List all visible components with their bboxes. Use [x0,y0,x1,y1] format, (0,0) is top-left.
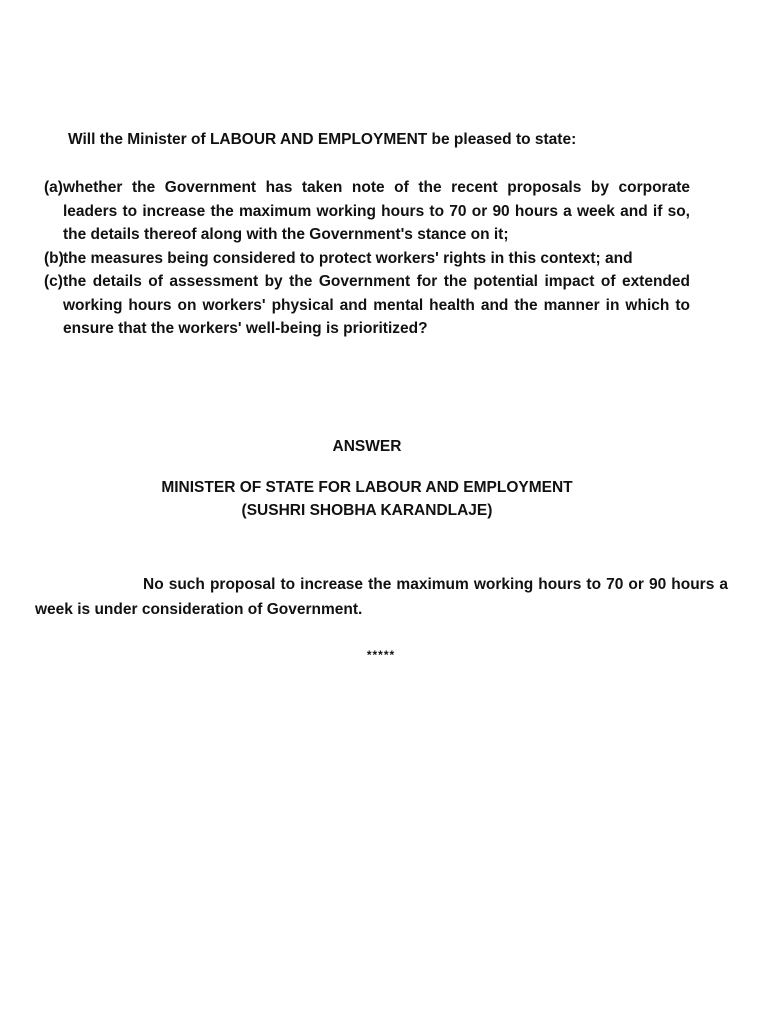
end-of-answer-marks: ***** [366,648,396,662]
question-item-c [44,270,690,341]
answer-body: No such proposal to increase the maximum working hours to 70 or 90 hours a week is under consideration of Government. [35,576,728,618]
question-list [44,176,690,341]
question-intro: Will the Minister of LABOUR AND EMPLOYMENT be pleased to state: [68,131,577,148]
question-item-c-marker: (c) [44,273,63,290]
question-item-a-marker: (a) [44,179,63,196]
question-item-b-marker: (b) [44,249,64,267]
question-item-b-text: the measures being considered to protect workers' rights in this context; and [63,249,633,267]
minister-name: (SUSHRI SHOBHA KARANDLAJE) [241,502,493,519]
answer-heading: ANSWER [332,438,402,455]
question-item-a-text: whether the Government has taken note of the recent proposals by corporate leaders to increase the maximum working hours to 70 or 90 hours a week and if so, the details thereof along with the Government's stance on it; [63,179,690,243]
question-item-c-text: the details of assessment by the Government for the potential impact of extended working hours on workers' physical and mental health and the manner in which to ensure that the workers' well-being is prioritized? [63,273,690,337]
question-item-a [44,176,690,247]
minister-title-block [0,476,734,522]
question-item-b [44,247,690,271]
minister-designation: MINISTER OF STATE FOR LABOUR AND EMPLOYMENT [161,479,573,496]
